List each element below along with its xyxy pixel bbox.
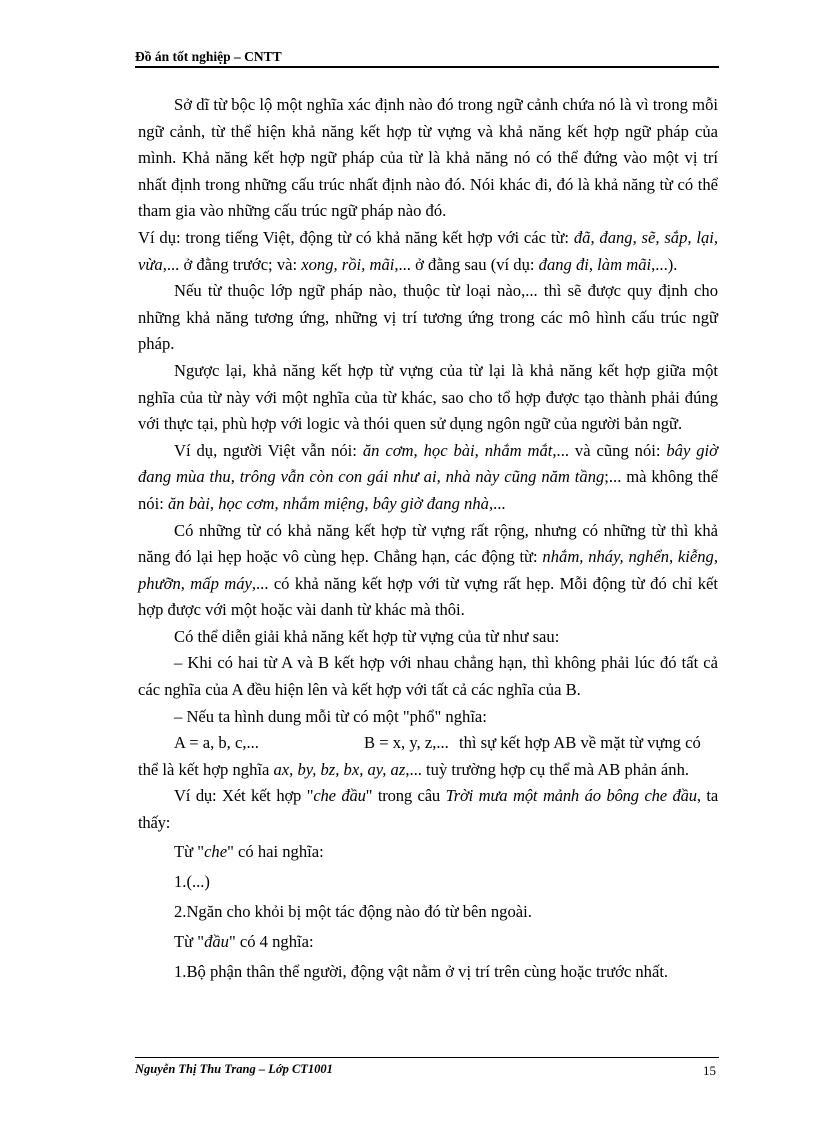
text: ,... tuỳ trường hợp cụ thể mà AB phản ánh.: [405, 759, 690, 779]
paragraph-5: [138, 438, 718, 518]
text: " trong câu: [365, 786, 446, 806]
italic-examples: Trời mưa một mảnh áo bông che đầu: [445, 786, 697, 806]
text: ;... mà không thể nói:: [138, 467, 719, 513]
text: thì sự kết hợp AB về mặt từ vựng có: [459, 733, 701, 753]
text: Ví dụ: trong tiếng Việt, động từ có khả năng kết hợp với các từ:: [138, 227, 574, 247]
italic-word: đầu: [204, 931, 229, 951]
text: ,... và cũng nói:: [552, 440, 667, 460]
italic-word: che: [204, 841, 228, 861]
page-number: 15: [703, 1063, 716, 1078]
paragraph-7: Có thể diễn giải khả năng kết hợp từ vựng của từ như sau:: [174, 626, 560, 646]
paragraph-2: [138, 225, 718, 278]
page-header-title: Đồ án tốt nghiệp – CNTT: [135, 49, 282, 64]
italic-examples: ăn bài, học cơm, nhắm miệng, bây giờ đang nhà: [167, 493, 489, 513]
paragraph-14: 2.Ngăn cho khỏi bị một tác động nào đó từ bên ngoài.: [174, 901, 532, 921]
text: ,... ở đằng trước; và:: [162, 254, 302, 274]
text: Ví dụ: Xét kết hợp ": [174, 786, 314, 806]
text: ,...: [488, 493, 506, 513]
text: Từ ": [174, 931, 205, 951]
italic-examples: bây giờ đang mùa thu, trông vẫn còn con gái như ai, nhà này cũng năm tầng: [138, 440, 719, 487]
paragraph-16: 1.Bộ phận thân thể người, động vật nằm ở vị trí trên cùng hoặc trước nhất.: [174, 961, 669, 981]
italic-examples: nhắm, nháy, nghển, kiễng, phưỡn, mấp máy: [138, 547, 718, 593]
text: , ta thấy:: [138, 786, 718, 833]
paragraph-11: [138, 783, 718, 836]
formula-line: [138, 730, 718, 757]
paragraph-9: – Nếu ta hình dung mỗi từ có một "phổ" nghĩa:: [174, 706, 487, 726]
text: Ví dụ, người Việt vẫn nói:: [174, 440, 363, 460]
header-rule: [135, 66, 719, 68]
text: Từ ": [174, 841, 205, 861]
text: ,...).: [651, 254, 678, 274]
italic-examples: xong, rồi, mãi: [301, 254, 395, 274]
italic-examples: đã, đang, sẽ, sắp, lại, vừa: [138, 227, 719, 274]
paragraph-12: [138, 837, 718, 867]
italic-examples: đang đi, làm mãi: [538, 254, 652, 274]
formula-a: A = a, b, c,...: [174, 733, 259, 753]
formula-b: B = x, y, z,...: [364, 733, 449, 753]
text: Có những từ có khả năng kết hợp từ vựng rất rộng, nhưng có những từ thì khả năng đó lại hẹp hoặc vô cùng hẹp. Chẳng hạn, các động từ:: [138, 520, 718, 567]
footer-author: Nguyễn Thị Thu Trang – Lớp CT1001: [135, 1062, 333, 1076]
document-body: [138, 92, 718, 987]
text: " có hai nghĩa:: [227, 841, 324, 861]
paragraph-13: 1.(...): [174, 871, 210, 891]
text: ,... có khả năng kết hợp với từ vựng rất hẹp. Mỗi động từ đó chỉ kết hợp được với một hoặc vài danh từ khác mà thôi.: [138, 573, 718, 620]
footer-rule: [135, 1057, 719, 1058]
italic-examples: che đầu: [313, 786, 366, 806]
paragraph-3: Nếu từ thuộc lớp ngữ pháp nào, thuộc từ loại nào,... thì sẽ được quy định cho những khả năng tương ứng, những vị trí tương ứng trong các mô hình cấu trúc ngữ pháp.: [138, 281, 718, 354]
paragraph-15: [138, 927, 718, 957]
paragraph-4: Ngược lại, khả năng kết hợp từ vựng của từ lại là khả năng kết hợp giữa một nghĩa của từ này với một nghĩa của từ khác, sao cho tổ hợp được tạo thành phải đúng với thực tại, phù hợp với logic và thói quen sử dụng ngôn ngữ của người bản ngữ.: [138, 360, 718, 434]
paragraph-8: – Khi có hai từ A và B kết hợp với nhau chẳng hạn, thì không phải lúc đó tất cả các nghĩa của A đều hiện lên và kết hợp với tất cả các nghĩa của B.: [138, 653, 718, 700]
text: ,... ở đằng sau (ví dụ:: [394, 254, 539, 274]
text: " có 4 nghĩa:: [228, 931, 314, 951]
italic-examples: ăn cơm, học bài, nhắm mắt: [362, 440, 553, 460]
paragraph-10: [138, 757, 718, 784]
text: thể là kết hợp nghĩa: [138, 759, 274, 779]
italic-examples: ax, by, bz, bx, ay, az: [273, 759, 406, 779]
paragraph-1: Sở dĩ từ bộc lộ một nghĩa xác định nào đó trong ngữ cảnh chứa nó là vì trong mỗi ngữ cảnh, từ thể hiện khả năng kết hợp từ vựng và khả năng kết hợp ngữ pháp của mình. Khả năng kết hợp ngữ pháp của từ là khả năng nó có thể đứng vào một vị trí nhất định trong những cấu trúc nhất định nào đó. Nói khác đi, đó là khả năng từ có thể tham gia vào những cấu trúc ngữ pháp nào đó.: [138, 95, 718, 221]
paragraph-6: [138, 518, 718, 624]
